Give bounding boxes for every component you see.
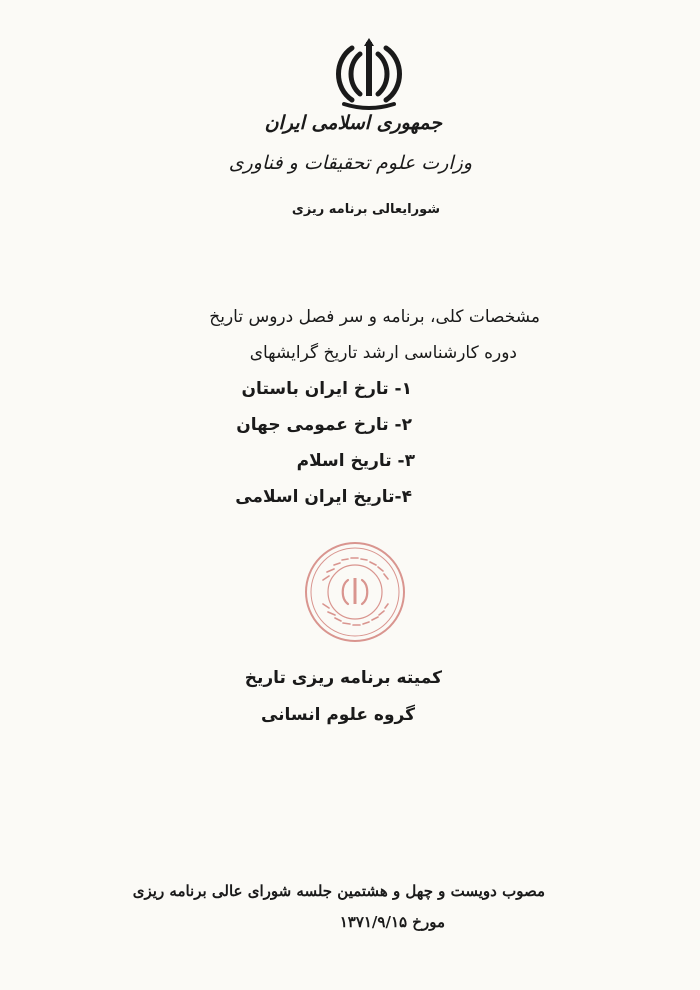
track-item-3: ۳- تاریخ اسلام [296, 451, 415, 471]
group-name: گروه علوم انسانی [260, 705, 415, 725]
track-item-4: ۴-تاریخ ایران اسلامی [235, 487, 412, 507]
track-item-1: ۱- تارخ ایران باستان [241, 379, 412, 399]
approval-date: مورخ ۱۳۷۱/۹/۱۵ [339, 913, 445, 931]
document-title-line-2: دوره کارشناسی ارشد تاریخ گرایشهای [249, 343, 517, 363]
committee-name: کمیته برنامه ریزی تاریخ [244, 668, 442, 688]
track-item-2: ۲- تارخ عمومی جهان [236, 415, 412, 435]
ministry-title: وزارت علوم تحقیقات و فناوری [228, 152, 472, 174]
republic-title: جمهوری اسلامی ایران [264, 112, 442, 134]
document-title-line-1: مشخصات کلی، برنامه و سر فصل دروس تاریخ [209, 307, 540, 327]
approval-note: مصوب دویست و چهل و هشتمین جلسه شورای عالی برنامه ریزی [132, 882, 545, 900]
official-seal-stamp [303, 540, 407, 644]
council-title: شورایعالی برنامه ریزی [291, 202, 440, 217]
iran-emblem-icon [330, 38, 408, 112]
